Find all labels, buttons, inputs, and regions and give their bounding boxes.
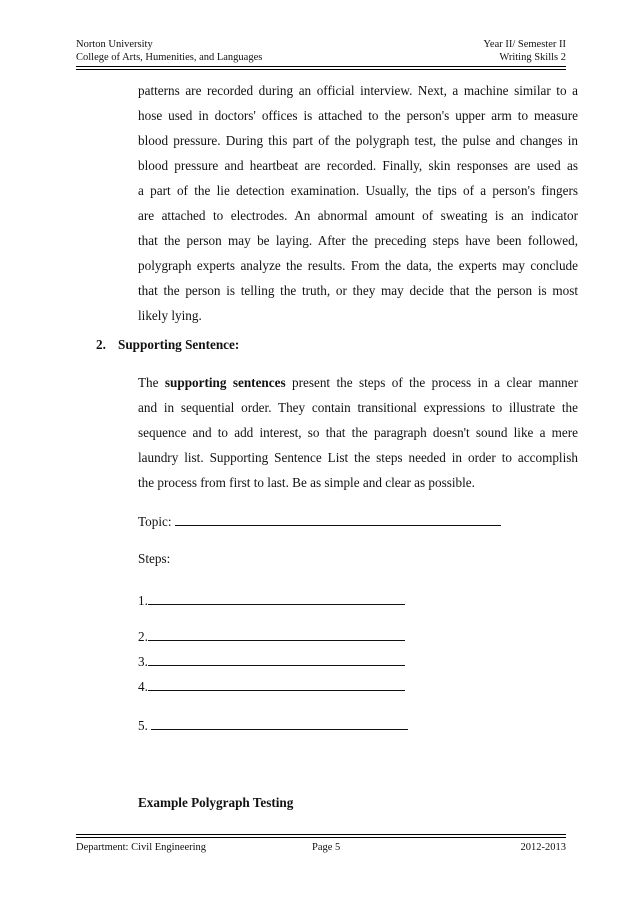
header-university: Norton University (76, 39, 153, 50)
topic-blank[interactable] (175, 512, 501, 526)
page-header (76, 38, 566, 68)
step-row (138, 677, 405, 695)
paragraph-line: hose used in doctors' offices is attached to the person's upper arm to measure (138, 108, 578, 123)
header-college: College of Arts, Humenities, and Languages (76, 52, 263, 63)
paragraph-line: laundry list. Supporting Sentence List the steps needed in order to accomplish (138, 450, 578, 465)
paragraph-line: are attached to electrodes. An abnormal amount of sweating is an indicator (138, 208, 578, 223)
section-heading (96, 337, 239, 353)
step-row (138, 627, 405, 645)
step-blank[interactable] (148, 627, 405, 641)
paragraph-line: the process from first to last. Be as simple and clear as possible. (138, 475, 475, 490)
paragraph-line: likely lying. (138, 308, 202, 323)
step-number: 3. (138, 654, 148, 669)
step-blank[interactable] (148, 591, 405, 605)
paragraph-line: polygraph experts analyze the results. From the data, the experts may conclude (138, 258, 578, 273)
step-blank[interactable] (151, 716, 408, 730)
paragraph-line: sequence and to add interest, so that the paragraph doesn't sound like a mere (138, 425, 578, 440)
step-blank[interactable] (148, 677, 405, 691)
paragraph-line: that the person is telling the truth, or they may decide that the person is most (138, 283, 578, 298)
paragraph-line-rest: present the steps of the process in a clear manner (285, 375, 578, 390)
header-course: Writing Skills 2 (499, 52, 566, 63)
header-rule (76, 66, 566, 67)
footer-department: Department: Civil Engineering (76, 842, 207, 853)
paragraph-line: blood pressure. During this part of the polygraph test, the pulse and changes in (138, 133, 578, 148)
topic-label: Topic: (138, 514, 172, 529)
footer-page-number: Page 5 (312, 842, 341, 853)
step-row (138, 716, 408, 734)
footer-rule (76, 834, 566, 835)
paragraph-line (138, 370, 578, 395)
paragraph-line: and in sequential order. They contain transitional expressions to illustrate the (138, 400, 578, 415)
footer-year: 2012-2013 (520, 842, 566, 853)
steps-label: Steps: (138, 551, 171, 566)
paragraph-line: a part of the lie detection examination. Usually, the tips of a person's fingers (138, 183, 578, 198)
step-row (138, 652, 405, 670)
paragraph-line: blood pressure and heartbeat are recorded. Finally, skin responses are used as (138, 158, 578, 173)
step-number: 5. (138, 718, 148, 733)
paragraph-line: that the person may be laying. After the preceding steps have been followed, (138, 233, 578, 248)
footer-rule-thin (76, 837, 566, 838)
paragraph-line-prefix: The (138, 375, 165, 390)
header-year-semester: Year II/ Semester II (483, 39, 566, 50)
paragraph-line: patterns are recorded during an official interview. Next, a machine similar to a (138, 83, 578, 98)
intro-paragraph (138, 78, 578, 328)
supporting-paragraph (138, 370, 578, 495)
step-row (138, 591, 405, 609)
header-left (76, 38, 262, 64)
step-number: 4. (138, 679, 148, 694)
header-rule-thin (76, 69, 566, 70)
step-blank[interactable] (148, 652, 405, 666)
section-title: Supporting Sentence: (118, 337, 240, 352)
topic-row (138, 512, 501, 530)
header-right (483, 38, 566, 64)
section-number: 2. (96, 337, 106, 352)
step-number: 2. (138, 629, 148, 644)
page-footer (76, 842, 566, 856)
step-number: 1. (138, 593, 148, 608)
bold-term: supporting sentences (164, 375, 286, 390)
example-heading: Example Polygraph Testing (138, 795, 294, 810)
